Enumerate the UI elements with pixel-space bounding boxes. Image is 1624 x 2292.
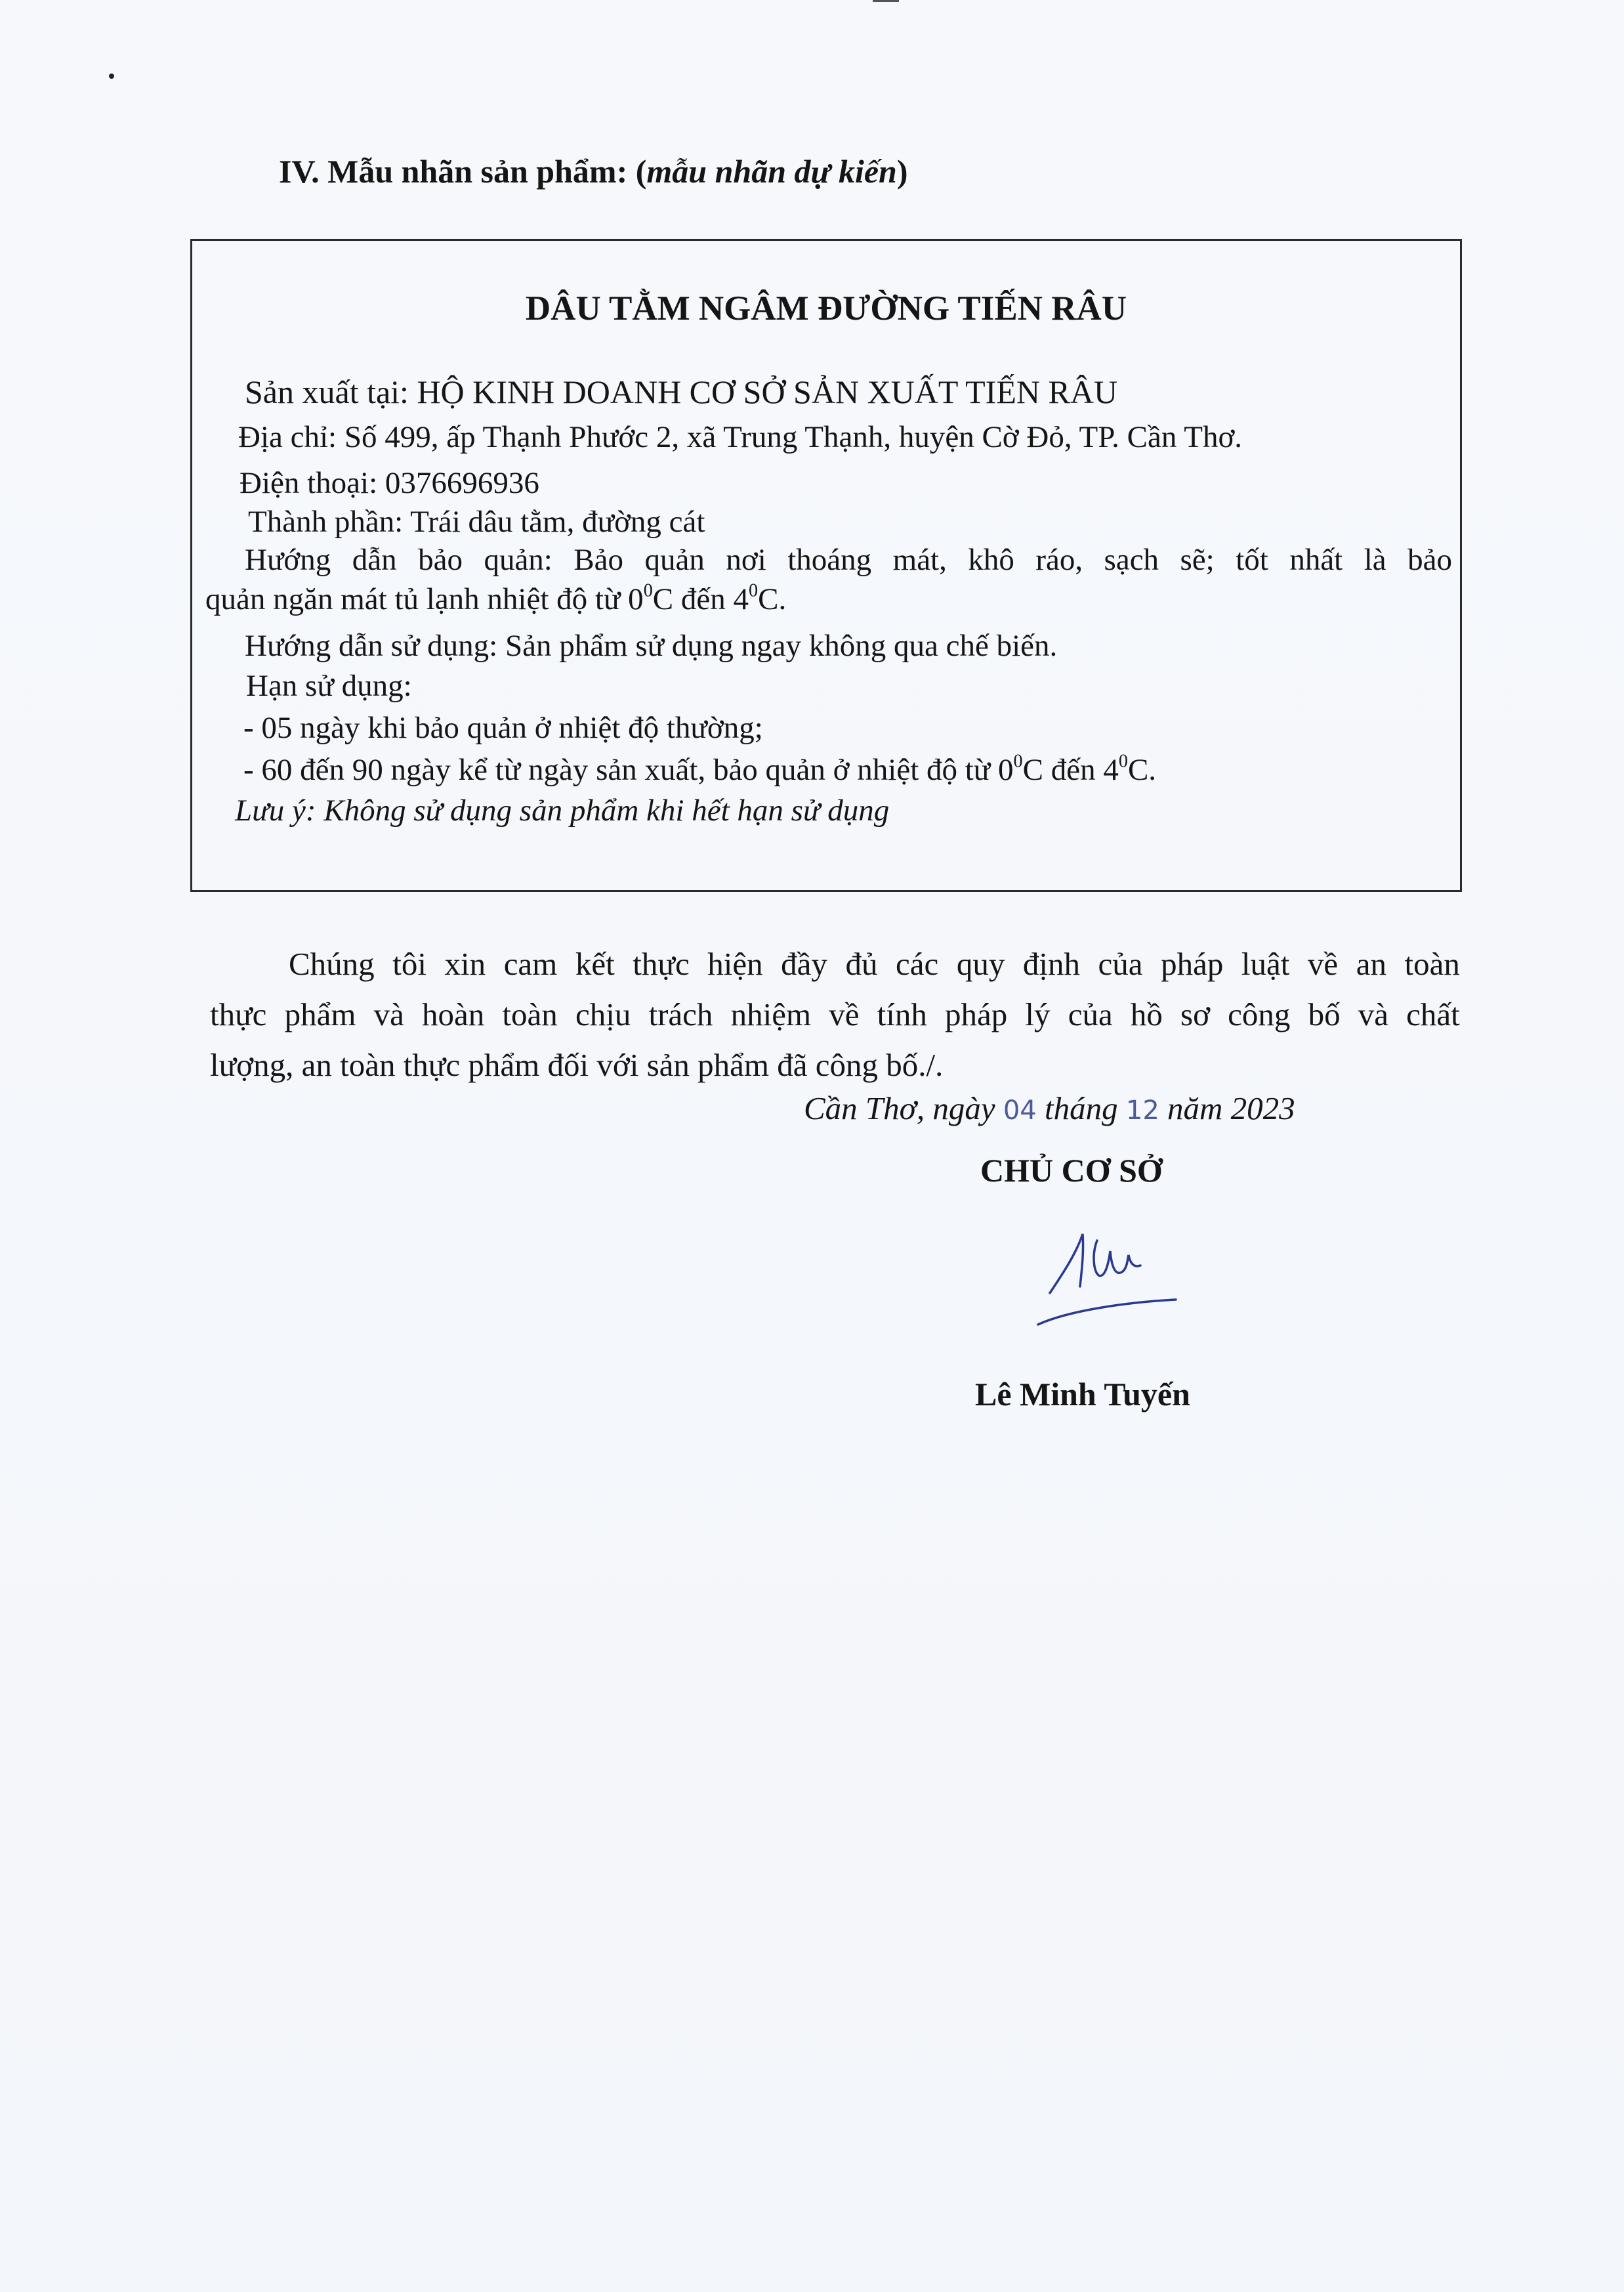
word: pháp: [1161, 946, 1224, 982]
word: tốt: [1236, 543, 1268, 577]
owner-name: Lê Minh Tuyến: [975, 1376, 1190, 1412]
product-label-box: [190, 239, 1462, 892]
degree-superscript: 0: [749, 580, 759, 601]
label-shelf-life-2: [243, 751, 1157, 787]
word: định: [1022, 946, 1080, 982]
label-shelf-life-title: Hạn sử dụng:: [246, 669, 412, 703]
word: bảo: [1407, 543, 1452, 577]
word: chất: [1406, 996, 1460, 1032]
word: quản: [644, 543, 705, 577]
section-heading-close: ): [896, 153, 908, 190]
word: hồ: [1130, 996, 1163, 1032]
word: thực: [210, 996, 267, 1032]
word: bố: [1308, 996, 1341, 1032]
word: toàn: [1404, 946, 1460, 982]
label-shelf-life-1: - 05 ngày khi bảo quản ở nhiệt độ thường;: [243, 711, 763, 745]
word: sạch: [1104, 543, 1159, 577]
word: sơ: [1180, 996, 1210, 1032]
word: pháp: [945, 996, 1008, 1032]
word: của: [1068, 996, 1113, 1032]
signature-underline: [1038, 1300, 1176, 1325]
date-day-handwritten: 04: [1003, 1095, 1037, 1126]
word: toàn: [502, 996, 558, 1032]
word: công: [1228, 996, 1291, 1032]
commitment-line: [210, 989, 1460, 1040]
word: về: [1307, 946, 1339, 982]
word: kết: [575, 946, 615, 982]
owner-title: CHỦ CƠ SỞ: [980, 1152, 1163, 1189]
word: quy: [956, 946, 1005, 982]
label-usage: Hướng dẫn sử dụng: Sản phẩm sử dụng ngay không qua chế biến.: [245, 629, 1058, 663]
label-note: Lưu ý: Không sử dụng sản phẩm khi hết hạn sử dụng: [235, 794, 890, 828]
label-produced-at: Sản xuất tại: HỘ KINH DOANH CƠ SỞ SẢN XUẤT TIẾN RÂU: [245, 373, 1118, 410]
word: tôi: [392, 946, 427, 982]
word: hoàn: [422, 996, 485, 1032]
label-title: DÂU TẰM NGÂM ĐƯỜNG TIẾN RÂU: [525, 289, 1127, 328]
signature-stroke: [1050, 1234, 1083, 1293]
shelf-life-2-post: C.: [1127, 753, 1157, 787]
date-year-label: năm 2023: [1159, 1090, 1295, 1126]
scan-speck: [109, 74, 114, 79]
storage-line2-mid: C đến 4: [652, 582, 749, 616]
commitment-line: lượng, an toàn thực phẩm đối với sản phẩm đã công bố./.: [210, 1047, 944, 1083]
word: lý: [1025, 996, 1051, 1032]
word: mát,: [892, 543, 947, 577]
word: chịu: [575, 996, 631, 1032]
word: nơi: [726, 543, 766, 577]
word: nhất: [1289, 543, 1343, 577]
word: nhiệm: [730, 996, 812, 1032]
label-address: Địa chỉ: Số 499, ấp Thạnh Phước 2, xã Trung Thạnh, huyện Cờ Đỏ, TP. Cần Thơ.: [238, 420, 1243, 454]
word: đầy: [781, 946, 827, 982]
section-heading-main: IV. Mẫu nhãn sản phẩm: (: [279, 153, 647, 190]
commitment-paragraph: [210, 939, 1460, 1090]
word: bảo: [418, 543, 463, 577]
word: trách: [648, 996, 713, 1032]
storage-line2-pre: quản ngăn mát tủ lạnh nhiệt độ từ 0: [205, 582, 644, 616]
word: về: [829, 996, 860, 1032]
word: hiện: [707, 946, 763, 982]
word: thực: [633, 946, 690, 982]
label-ingredients: Thành phần: Trái dâu tằm, đường cát: [248, 505, 705, 539]
word: tính: [877, 996, 927, 1032]
word: cam: [503, 946, 558, 982]
storage-line2-post: C.: [758, 582, 787, 616]
word: dẫn: [352, 543, 397, 577]
word: sẽ;: [1180, 543, 1215, 577]
commitment-line: [210, 939, 1460, 989]
word: đủ: [845, 946, 878, 982]
label-storage-line2: [205, 580, 787, 616]
label-storage-line1: [245, 545, 1452, 576]
handwritten-signature: [1024, 1208, 1194, 1339]
scan-edge-mark: [873, 0, 899, 2]
word: ráo,: [1035, 543, 1083, 577]
word: Bảo: [573, 543, 624, 577]
word: là: [1364, 543, 1386, 577]
date-month-label: tháng: [1036, 1090, 1126, 1126]
word: và: [373, 996, 404, 1032]
section-heading: [279, 152, 908, 190]
date-place-prefix: Cần Thơ, ngày: [804, 1090, 1003, 1126]
label-phone: Điện thoại: 0376696936: [239, 466, 539, 500]
shelf-life-2-mid: C đến 4: [1022, 753, 1119, 787]
word: phẩm: [284, 996, 356, 1032]
word: xin: [444, 946, 486, 982]
word: quản:: [484, 543, 552, 577]
word: khô: [968, 543, 1014, 577]
word: và: [1358, 996, 1388, 1032]
section-heading-italic: mẫu nhãn dự kiến: [646, 153, 897, 190]
word: an: [1356, 946, 1386, 982]
word: thoáng: [787, 543, 872, 577]
degree-superscript: 0: [1118, 751, 1128, 772]
signature-stroke: [1094, 1241, 1140, 1276]
word: Hướng: [245, 543, 331, 577]
date-month-handwritten: 12: [1125, 1095, 1159, 1126]
word: các: [896, 946, 939, 982]
word: Chúng: [289, 946, 375, 982]
word: của: [1098, 946, 1143, 982]
degree-superscript: 0: [643, 580, 653, 601]
word: luật: [1241, 946, 1290, 982]
signing-date: [804, 1090, 1295, 1127]
degree-superscript: 0: [1013, 751, 1023, 772]
shelf-life-2-pre: - 60 đến 90 ngày kể từ ngày sản xuất, bảo quản ở nhiệt độ từ 0: [243, 753, 1014, 787]
